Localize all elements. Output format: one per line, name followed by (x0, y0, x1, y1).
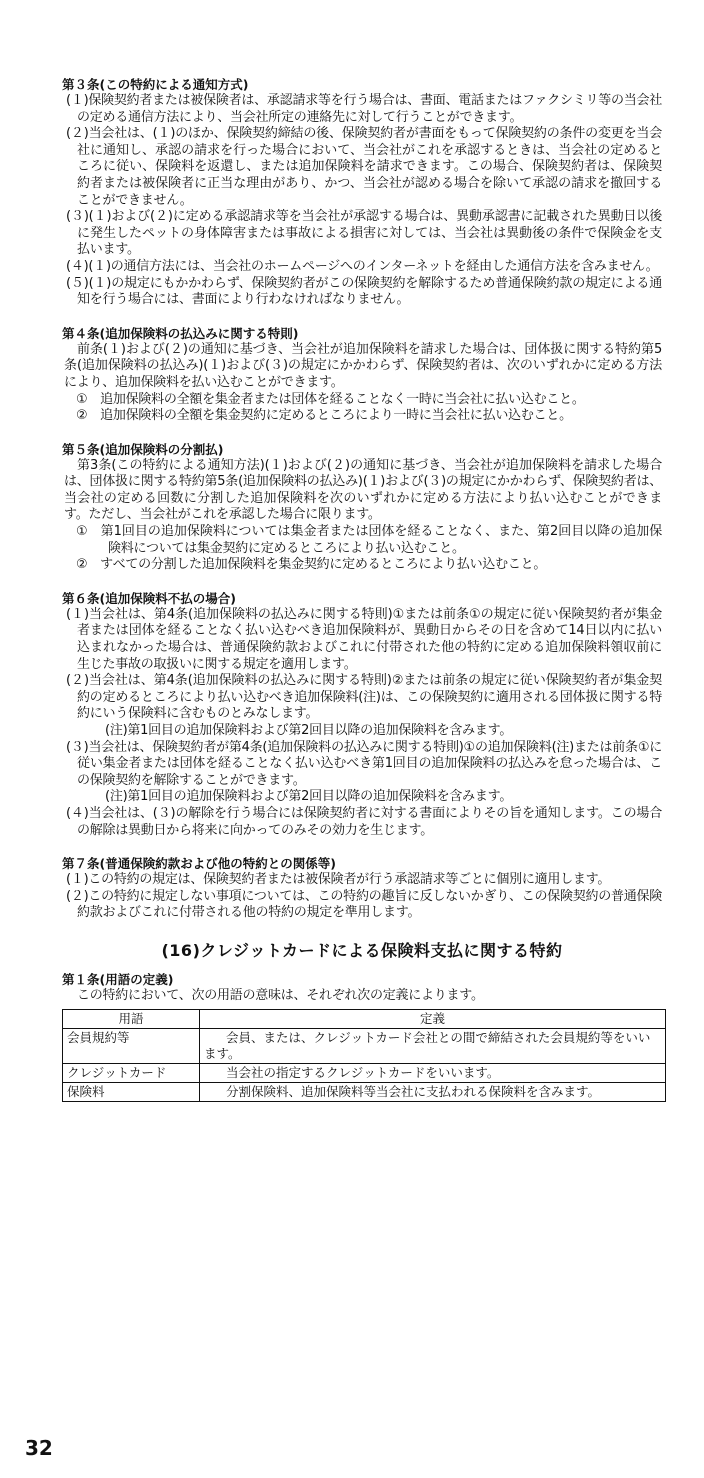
definition-cell: 会員、または、クレジットカード会社との間で締結された会員規約等をいいます。 (200, 1028, 666, 1063)
article-intro: 前条(１)および(２)の通知に基づき、当会社が追加保険料を請求した場合は、団体扱に関する特約第5条(追加保険料の払込み)(１)および(３)の規定にかかわらず、保険契約者は、次のいずれかに定める方法により、追加保険料を払い込むことができます。 (64, 341, 662, 390)
clause: (１)保険契約者または被保険者は、承認請求等を行う場合は、書面、電話またはファクシミリ等の当会社の定める通信方法により、当会社所定の連絡先に対して行うことができます。 (66, 93, 662, 125)
clause: (２)当会社は、(１)のほか、保険契約締結の後、保険契約者が書面をもって保険契約の条件の変更を当会社に通知し、承認の請求を行った場合において、当会社がこれを承認するときは、当会社の定めるところに従い、保険料を返還し、または追加保険料を請求できます。この場合、保険契約者は、保険契約者または被保険者に正当な理由があり、かつ、当会社が認める場合を除いて承認の請求を撤回することができません。 (66, 126, 662, 208)
article-6 (62, 590, 662, 839)
article-heading: 第１条(用語の定義) (62, 971, 174, 987)
article-heading: 第３条(この特約による通知方式) (62, 77, 249, 92)
article-5 (62, 441, 662, 574)
clause: (３)当会社は、保険契約者が第4条(追加保険料の払込みに関する特則)①の追加保険料(注)または前条①に従い集金者または団体を経ることなく払い込むべき第1回目の追加保険料の払込みを怠った場合は、この保険契約を解除することができます。 (66, 739, 662, 788)
table-row (63, 1063, 666, 1082)
document-body (62, 76, 662, 1118)
list-item: ① 第1回目の追加保険料については集金者または団体を経ることなく、また、第2回目以降の追加保険料については集金契約に定めるところにより払い込むこと。 (76, 524, 662, 556)
clause: (２)この特約に規定しない事項については、この特約の趣旨に反しないかぎり、この保険契約の普通保険約款およびこれに付帯される他の特約の規定を準用します。 (66, 888, 662, 921)
article-7 (62, 855, 662, 922)
article-heading: 第５条(追加保険料の分割払) (62, 441, 224, 457)
definition-cell: 当会社の指定するクレジットカードをいいます。 (200, 1063, 666, 1082)
clause: (１)当会社は、第4条(追加保険料の払込みに関する特則)①または前条①の規定に従い保険契約者が集金者または団体を経ることなく払い込むべき追加保険料が、異動日からその日を含めて14日以内に払い込まれなかった場合は、普通保険約款およびこれに付帯された他の特約に定める追加保険料領収前に生じた事故の取扱いに関する規定を適用します。 (66, 606, 662, 672)
clause: (１)この特約の規定は、保険契約者または被保険者が行う承認請求等ごとに個別に適用します。 (66, 872, 611, 888)
clause: (４)(１)の通信方法には、当会社のホームページへのインターネットを経由した通信方法を含みません。 (66, 258, 659, 274)
term-cell: クレジットカード (63, 1063, 200, 1082)
definition-cell: 分割保険料、追加保険料等当会社に支払われる保険料を含みます。 (200, 1082, 666, 1101)
credit-article-1 (62, 971, 662, 1102)
article-heading: 第７条(普通保険約款および他の特約との関係等) (62, 856, 336, 872)
term-cell: 会員規約等 (63, 1028, 200, 1063)
note: (注)第1回目の追加保険料および第2回目以降の追加保険料を含みます。 (105, 723, 513, 738)
article-3 (62, 76, 662, 309)
clause: (５)(１)の規定にもかかわらず、保険契約者がこの保険契約を解除するため普通保険約款の規定による通知を行う場合には、書面により行わなければなりません。 (66, 275, 662, 308)
list-item: ① 追加保険料の全額を集金者または団体を経ることなく一時に当会社に払い込むこと。 (76, 391, 585, 407)
table-row (63, 1082, 666, 1101)
article-heading: 第６条(追加保険料不払の場合) (62, 590, 236, 606)
definition-table (62, 1009, 666, 1102)
column-header-definition: 定義 (200, 1009, 666, 1028)
article-intro: 第3条(この特約による通知方法)(１)および(２)の通知に基づき、当会社が追加保険料を請求した場合は、団体扱に関する特約第5条(追加保険料の払込み)(１)および(３)の規定にかかわらず、保険契約者は、当会社の定める回数に分割した追加保険料を次のいずれかに定める方法により払い込むことができます。ただし、当会社がこれを承認した場合に限ります。 (64, 457, 662, 523)
clause: (３)(１)および(２)に定める承認請求等を当会社が承認する場合は、異動承認書に記載された異動日以後に発生したペットの身体障害または事故による損害に対しては、当会社は異動後の条件で保険金を支払います。 (66, 209, 662, 258)
clause: (２)当会社は、第4条(追加保険料の払込みに関する特則)②または前条の規定に従い保険契約者が集金契約の定めるところにより払い込むべき追加保険料(注)は、この保険契約に適用される団体扱に関する特約にいう保険料に含むものとみなします。 (66, 673, 662, 722)
list-item: ② すべての分割した追加保険料を集金契約に定めるところにより払い込むこと。 (76, 557, 547, 573)
clause: (４)当会社は、(３)の解除を行う場合には保険契約者に対する書面によりその旨を通知します。この場合の解除は異動日から将来に向かってのみその効力を生じます。 (66, 805, 662, 838)
article-heading: 第４条(追加保険料の払込みに関する特則) (62, 325, 299, 341)
article-4 (62, 325, 662, 425)
term-cell: 保険料 (63, 1082, 200, 1101)
section-title: (16)クレジットカードによる保険料支払に関する特約 (161, 940, 563, 960)
list-item: ② 追加保険料の全額を集金契約に定めるところにより一時に当会社に払い込むこと。 (76, 408, 572, 424)
table-row (63, 1028, 666, 1063)
article-intro: この特約において、次の用語の意味は、それぞれ次の定義によります。 (77, 987, 484, 1003)
table-header-row (63, 1009, 666, 1028)
column-header-term: 用語 (63, 1009, 200, 1028)
page-number: 32 (25, 1436, 53, 1460)
note: (注)第1回目の追加保険料および第2回目以降の追加保険料を含みます。 (105, 789, 513, 805)
